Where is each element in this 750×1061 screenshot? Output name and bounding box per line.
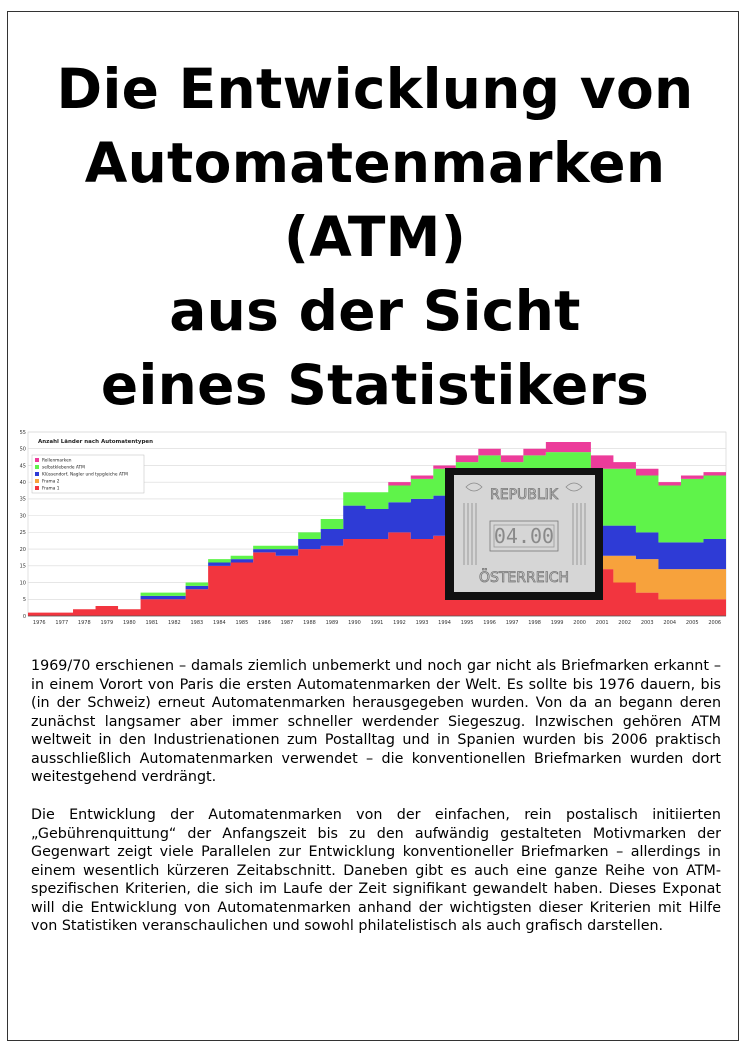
- legend-swatch: [35, 479, 39, 483]
- x-tick-label: 1979: [100, 620, 114, 626]
- y-tick-label: 25: [19, 530, 26, 537]
- x-tick-label: 1999: [550, 620, 564, 626]
- y-tick-label: 0: [22, 613, 26, 620]
- legend-label: selbstklebende ATM: [42, 465, 85, 471]
- x-tick-label: 2006: [708, 620, 722, 626]
- x-tick-label: 2003: [640, 620, 654, 626]
- x-tick-label: 1978: [77, 620, 91, 626]
- x-tick-label: 1994: [438, 620, 451, 626]
- x-tick-label: 1988: [303, 620, 316, 626]
- x-tick-label: 1984: [213, 620, 226, 626]
- x-tick-label: 1997: [505, 620, 519, 626]
- x-tick-label: 1992: [393, 620, 406, 626]
- stamp-artwork: [454, 475, 595, 592]
- stamp-paper: [454, 475, 595, 592]
- stamp-bottom-text: ÖSTERREICH: [478, 570, 570, 586]
- intro-paragraph: 1969/70 erschienen – damals ziemlich unbemerkt und noch gar nicht als Briefmarken erkannt – in einem Vorort von Paris die ersten Automatenmarken der Welt. Es sollte bis 1976 dauern, bis (in der Schweiz) erneut Automatenmarken herausgegeben wurden. Von da an begann deren zunächst langsamer aber immer schneller werdender Siegeszug. Inzwischen gehören ATM weltweit in den Industrienationen zum Postalltag und in Spanien wurden bis 2006 praktisch ausschließlich Automatenmarken verwendet – die konventionellen Briefmarken wurden dort weitestgehend verdrängt.: [31, 658, 721, 785]
- chart-legend: [32, 455, 144, 493]
- legend-swatch: [35, 472, 39, 476]
- x-tick-label: 1983: [190, 620, 204, 626]
- legend-label: Frama 2: [42, 479, 60, 485]
- chart-title: Anzahl Länder nach Automatentypen: [38, 439, 154, 445]
- x-tick-label: 1989: [325, 620, 339, 626]
- y-tick-label: 30: [19, 513, 26, 520]
- legend-swatch: [35, 465, 39, 469]
- x-tick-label: 1987: [280, 620, 294, 626]
- x-tick-label: 1980: [122, 620, 136, 626]
- title-line: Automatenmarken: [84, 131, 666, 195]
- x-tick-label: 1982: [167, 620, 181, 626]
- x-tick-label: 1981: [145, 620, 159, 626]
- legend-label: Rollenmarken: [42, 458, 72, 464]
- title-line: aus der Sicht: [169, 279, 581, 343]
- x-tick-label: 1993: [415, 620, 429, 626]
- page-title: [0, 52, 750, 422]
- legend-swatch: [35, 486, 39, 490]
- x-tick-label: 2005: [685, 620, 699, 626]
- y-tick-label: 35: [19, 496, 26, 503]
- x-tick-label: 1977: [55, 620, 69, 626]
- x-tick-label: 2004: [663, 620, 677, 626]
- x-tick-label: 1976: [32, 620, 46, 626]
- stacked-area-chart: [18, 424, 730, 632]
- x-tick-label: 1986: [258, 620, 271, 626]
- x-tick-label: 1998: [528, 620, 541, 626]
- legend-swatch: [35, 458, 39, 462]
- y-tick-label: 55: [19, 429, 26, 436]
- x-tick-label: 1990: [348, 620, 361, 626]
- stamp-image: [445, 468, 603, 600]
- y-tick-label: 20: [19, 546, 26, 553]
- y-tick-label: 50: [19, 446, 26, 453]
- y-tick-label: 15: [19, 563, 26, 570]
- description-paragraph: Die Entwicklung der Automatenmarken von der einfachen, rein postalisch initiierten „Gebührenquittung“ der Anfangszeit bis zu den aufwändig gestalteten Motivmarken der Gegenwart zeigt viele Parallelen zur Entwicklung konventioneller Briefmarken – allerdings in einem wesentlich kürzeren Zeitabschnitt. Daneben gibt es auch eine ganze Reihe von ATM-spezifischen Kriterien, die sich im Laufe der Zeit signifikant gewandelt haben. Dieses Exponat will die Entwicklung von Automatenmarken anhand der wichtigsten dieser Kriterien mit Hilfe von Statistiken veranschaulichen und sowohl philatelistisch als auch grafisch darstellen.: [31, 807, 721, 934]
- stamp-value: 04.00: [493, 524, 555, 548]
- x-tick-label: 1995: [460, 620, 474, 626]
- y-tick-label: 45: [19, 463, 26, 470]
- x-tick-label: 2001: [595, 620, 609, 626]
- y-tick-label: 40: [19, 479, 26, 486]
- stamp-top-text: REPUBLIK: [490, 487, 558, 503]
- y-tick-label: 5: [22, 597, 26, 604]
- legend-label: Klüssendorf, Nagler und typgleiche ATM: [42, 472, 128, 478]
- y-tick-label: 10: [19, 580, 26, 587]
- title-line: (ATM): [283, 205, 467, 269]
- title-line: eines Statistikers: [100, 353, 650, 417]
- x-tick-label: 1996: [483, 620, 496, 626]
- x-tick-label: 1985: [235, 620, 249, 626]
- title-line: Die Entwicklung von: [56, 57, 694, 121]
- x-tick-label: 2000: [573, 620, 587, 626]
- x-tick-label: 2002: [618, 620, 632, 626]
- x-tick-label: 1991: [370, 620, 384, 626]
- legend-label: Frama 1: [42, 486, 60, 492]
